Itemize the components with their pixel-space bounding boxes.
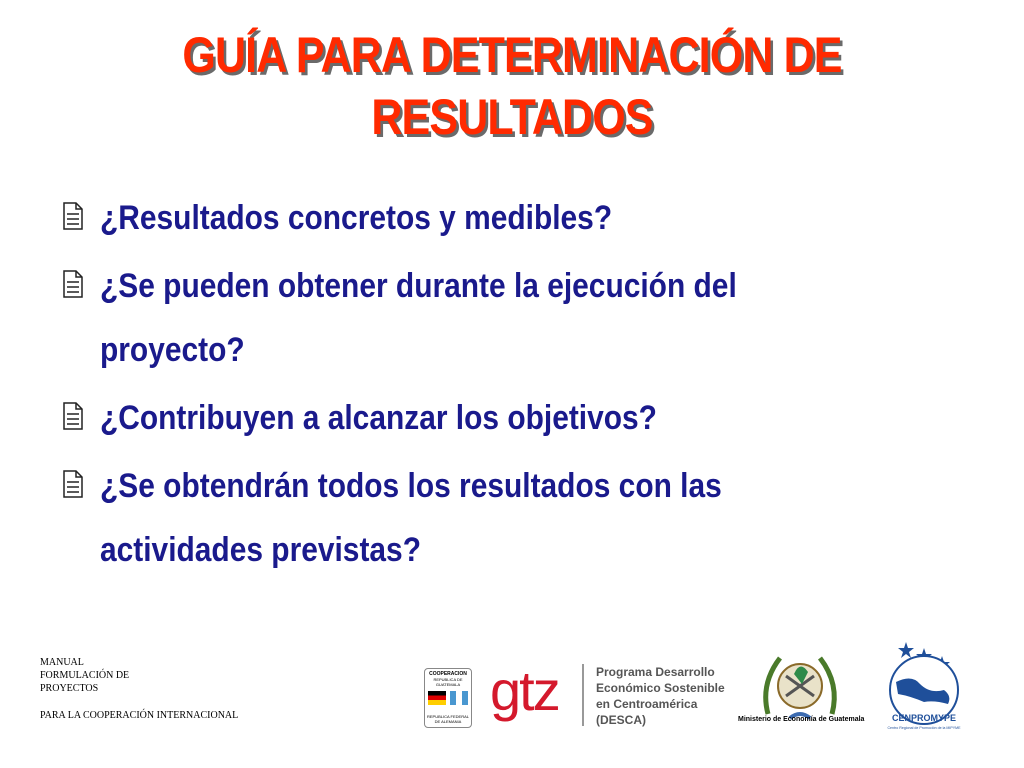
coop-bottom-text: REPUBLICA FEDERAL DE ALEMANIA	[426, 714, 469, 724]
germany-flag-icon	[428, 691, 446, 705]
document-icon	[62, 470, 84, 498]
bullet-text-continued: proyecto?	[100, 331, 245, 369]
slide-title	[72, 24, 953, 148]
bullet-item	[60, 386, 880, 450]
bullet-text-continued: actividades previstas?	[100, 531, 421, 569]
bullet-list	[60, 186, 880, 586]
desca-line-3: en Centroamérica	[596, 697, 698, 711]
document-icon	[62, 202, 84, 230]
bullet-text: ¿Contribuyen a alcanzar los objetivos?	[100, 399, 657, 437]
footer-line-2: FORMULACIÓN DE	[40, 670, 130, 681]
footer-line-4: PARA LA COOPERACIÓN INTERNACIONAL	[40, 710, 239, 721]
document-icon	[62, 402, 84, 430]
coop-title: COOPERACION	[429, 671, 467, 677]
logo-divider	[582, 664, 584, 726]
title-line-1: GUÍA PARA DETERMINACIÓN DE	[182, 27, 842, 83]
cooperation-logo	[424, 668, 472, 728]
bullet-text: ¿Se obtendrán todos los resultados con las	[100, 467, 722, 505]
gtz-logo: gtz	[490, 659, 559, 722]
coop-subtitle: REPUBLICA DE GUATEMALA	[433, 677, 463, 687]
desca-line-1: Programa Desarrollo	[596, 665, 715, 679]
cenpromype-subtitle: Centro Regional de Promoción de la MIPYME	[887, 726, 961, 730]
desca-line-4: (DESCA)	[596, 713, 646, 727]
ministry-label: Ministerio de Economía de Guatemala	[738, 716, 865, 723]
bullet-text: ¿Se pueden obtener durante la ejecución del	[100, 267, 737, 305]
title-line-2: RESULTADOS	[371, 89, 653, 145]
desca-line-2: Económico Sostenible	[596, 681, 725, 695]
desca-program-text	[596, 664, 725, 728]
bullet-item	[60, 454, 880, 582]
cenpromype-logo	[874, 638, 970, 732]
footer-caption	[40, 656, 238, 722]
footer-line-1: MANUAL	[40, 657, 84, 668]
sponsor-logos	[420, 636, 1000, 736]
cenpromype-name: CENPROMYPE	[891, 713, 957, 723]
bullet-text: ¿Resultados concretos y medibles?	[100, 199, 613, 237]
bullet-item	[60, 186, 880, 250]
bullet-item	[60, 254, 880, 382]
footer-line-3: PROYECTOS	[40, 683, 99, 694]
document-icon	[62, 270, 84, 298]
guatemala-flag-icon	[450, 691, 468, 705]
